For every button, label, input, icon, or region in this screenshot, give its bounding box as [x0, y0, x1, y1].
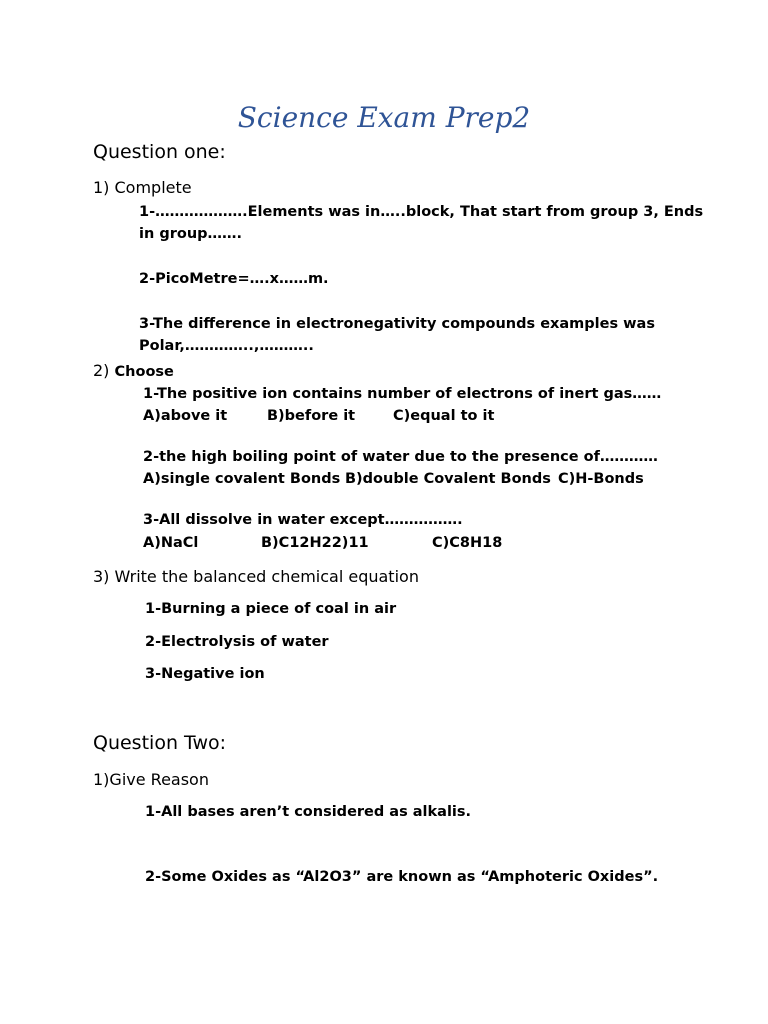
choose-item-3-stem: 3-All dissolve in water except……………. [143, 512, 463, 528]
complete-heading: 1) Complete [93, 178, 192, 197]
complete-item-1-line-2: in group……. [139, 226, 243, 242]
choose-number: 2) [93, 361, 110, 380]
choose-item-1-option-a: A)above it [143, 408, 228, 424]
equation-heading: 3) Write the balanced chemical equation [93, 567, 419, 586]
choose-item-2-option-c: C)H-Bonds [558, 471, 644, 487]
choose-item-2-option-a: A)single covalent Bonds [143, 471, 341, 487]
choose-word: Choose [114, 364, 174, 380]
reason-item-1: 1-All bases aren’t considered as alkalis. [145, 804, 472, 820]
equation-item-1: 1-Burning a piece of coal in air [145, 601, 397, 617]
complete-item-2: 2-PicoMetre=….x……m. [139, 271, 329, 287]
choose-item-2-option-b: B)double Covalent Bonds [345, 471, 551, 487]
complete-item-1-line-1: 1-……………….Elements was in…..block, That start from group 3, Ends [139, 204, 704, 220]
equation-item-3: 3-Negative ion [145, 666, 265, 682]
choose-item-1-option-c: C)equal to it [393, 408, 495, 424]
choose-item-1-stem: 1-The positive ion contains number of electrons of inert gas…… [143, 386, 662, 402]
give-reason-heading: 1)Give Reason [93, 770, 209, 789]
equation-item-2: 2-Electrolysis of water [145, 634, 329, 650]
choose-item-2-stem: 2-the high boiling point of water due to the presence of………… [143, 449, 658, 465]
reason-item-2: 2-Some Oxides as “Al2O3” are known as “Amphoteric Oxides”. [145, 869, 659, 885]
choose-item-3-option-c: C)C8H18 [432, 535, 503, 551]
complete-item-3-line-2: Polar,…………..,……….. [139, 338, 314, 354]
choose-item-3-option-b: B)C12H22)11 [261, 535, 369, 551]
document-title: Science Exam Prep2 [237, 101, 531, 134]
question-one-heading: Question one: [93, 141, 226, 163]
question-two-heading: Question Two: [93, 732, 227, 754]
complete-item-3-line-1: 3-The difference in electronegativity compounds examples was [139, 316, 655, 332]
choose-item-3-option-a: A)NaCl [143, 535, 199, 551]
choose-item-1-option-b: B)before it [267, 408, 356, 424]
choose-heading [93, 361, 174, 380]
